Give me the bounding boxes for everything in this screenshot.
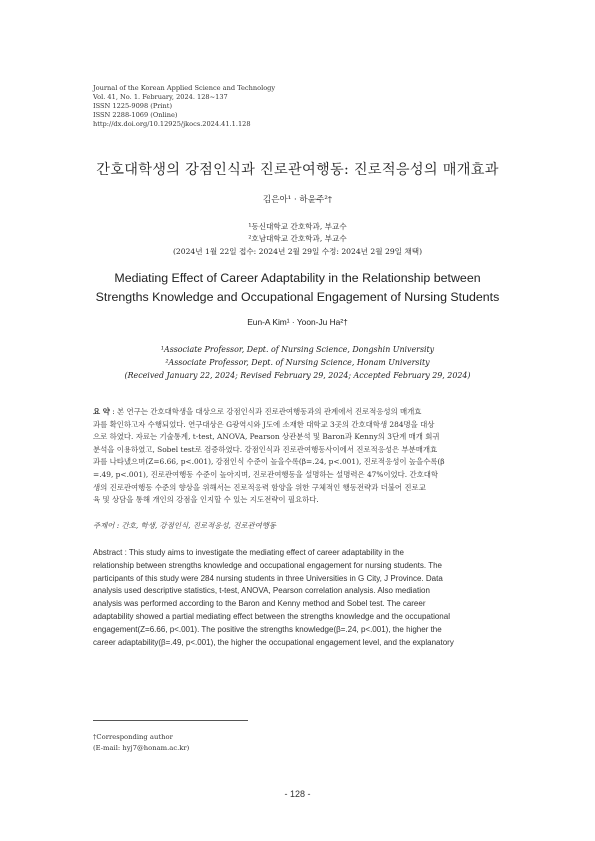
korean-affiliation-1: ¹동신대학교 간호학과, 부교수 [248,222,347,231]
english-abstract-line: engagement(Z=6.66, p<.001). The positive the strengths knowledge(β=.24, p<.001), the higher the [93,624,442,634]
english-affiliation-2: ²Associate Professor, Dept. of Nursing Science, Honam University [165,358,430,367]
korean-abstract-line: 과를 나타냈으며(Z=6.66, p<.001), 강점인식 수준이 높을수록(β=.24, p<.001), 진로적응성이 높을수록(β [93,457,445,467]
korean-abstract-line: 분석을 이용하였고, Sobel test로 검증하였다. 강점인식과 진로관여행동사이에서 진로적응성은 부분매개효 [93,444,438,454]
journal-name: Journal of the Korean Applied Science and Technology [93,84,276,92]
korean-title: 간호대학생의 강점인식과 진로관여행동: 진로적응성의 매개효과 [96,162,499,178]
korean-abstract-heading: 요 약 [93,407,110,416]
english-abstract-line: relationship between strengths knowledge and occupational engagement for nursing students. The [93,560,442,570]
journal-volume: Vol. 41, No. 1. February, 2024. 128~137 [93,92,228,101]
journal-doi-link[interactable]: http://dx.doi.org/10.12925/jkocs.2024.41.1.128 [93,119,251,128]
korean-abstract-line: 생의 진로관여행동 수준의 향상을 위해서는 진로적응력 함양을 위한 구체적인 행동전략과 더불어 진로교 [93,482,426,492]
english-abstract [93,547,503,649]
english-received-dates: (Received January 22, 2024; Revised February 29, 2024; Accepted February 29, 2024) [124,371,471,380]
english-abstract-line: adaptability showed a partial mediating effect between the strengths knowledge and the occupational [93,611,450,621]
korean-received-dates: (2024년 1월 22일 접수: 2024년 2월 29일 수정: 2024년 2월 29일 채택) [172,247,423,256]
korean-authors: 김은아¹ · 하윤주²† [262,195,333,205]
footnote-divider [93,720,248,721]
korean-abstract-line: =.49, p<.001), 진로관여행동 수준이 높아지며, 진로관여행동을 설명하는 설명력은 47%이었다. 간호대학 [93,469,439,479]
english-abstract-line: analysis used descriptive statistics, t-test, ANOVA, Pearson correlation analysis. Also mediation [93,586,430,596]
korean-abstract-line: 요 약 : 본 연구는 간호대학생을 대상으로 강점인식과 진로관여행동과의 관계에서 진로적응성의 매개효 [93,407,422,416]
english-abstract-line: career adaptability(β=.49, p<.001), the higher the occupational engagement level, and the explanatory [93,637,454,647]
english-authors: Eun-A Kim¹ · Yoon-Ju Ha²† [247,317,348,327]
corresponding-author-label: †Corresponding author [93,733,173,741]
korean-abstract-line: 육 및 상담을 통해 개인의 강점을 인지할 수 있는 지도전략이 필요하다. [93,495,319,505]
english-abstract-line: Abstract : This study aims to investigate the mediating effect of career adaptability in the [93,548,404,557]
footnote [93,732,189,754]
page-number: - 128 - [284,789,311,799]
korean-abstract-line: 과를 확인하고자 수행되었다. 연구대상은 G광역시와 J도에 소재한 대학교 3곳의 간호대학생 284명을 대상 [93,419,435,429]
english-title-line-2: Strengths Knowledge and Occupational Engagement of Nursing Students [95,290,500,304]
english-title [0,269,595,307]
corresponding-author-email: (E-mail: hyj7@honam.ac.kr) [93,743,190,752]
english-abstract-line: analysis was performed according to the Baron and Kenny method and Sobel test. The career [93,599,426,609]
journal-issn-print: ISSN 1225-9098 (Print) [93,101,173,110]
korean-affiliation-2: ²호남대학교 간호학과, 부교수 [248,234,347,243]
korean-abstract-line: 으로 하였다. 자료는 기술통계, t-test, ANOVA, Pearson 상관분석 및 Baron과 Kenny의 3단계 매개 회귀 [93,432,440,442]
korean-keywords: 주제어 : 간호, 학생, 강점인식, 진로적응성, 진로관여행동 [93,521,277,530]
journal-info [93,84,275,129]
english-affiliation-1: ¹Associate Professor, Dept. of Nursing Science, Dongshin University [160,345,435,354]
english-abstract-line: participants of this study were 284 nursing students in three Universities in G City, J Province. Data [93,573,443,583]
korean-abstract [93,406,503,507]
english-title-line-1: Mediating Effect of Career Adaptability in the Relationship between [114,271,481,285]
journal-issn-online: ISSN 2288-1069 (Online) [93,110,178,119]
